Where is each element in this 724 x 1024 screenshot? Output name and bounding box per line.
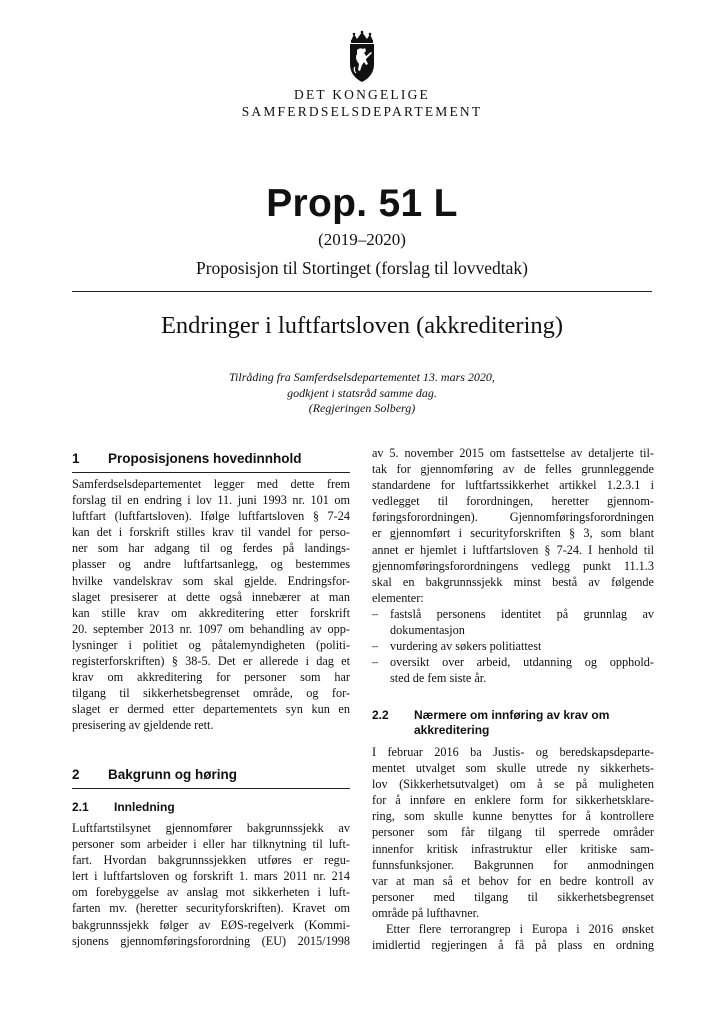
body-line: elementer: xyxy=(372,590,424,605)
body-line: skal en bakgrunnssjekk minst bestå av følgende xyxy=(372,574,654,589)
body-line: registerforskriften) § 38-5. Det er allerede i dag et xyxy=(72,654,350,669)
norwegian-coat-of-arms-icon xyxy=(335,30,389,84)
list-item xyxy=(372,638,654,654)
body-line: sjonens gjennomføringsforordning (EU) 2015/1998 xyxy=(72,933,350,948)
session-years: (2019–2020) xyxy=(318,230,406,249)
body-line: personer som arbeider i eller har tilknytning til luft- xyxy=(72,837,350,852)
section-2-1-continuation xyxy=(372,445,654,686)
body-line: annet er hjemlet i luftfartsloven § 7-24. I henhold til xyxy=(372,542,654,557)
body-line: imidlertid regjeringen å få på plass en ordning xyxy=(372,938,654,953)
body-line: I februar 2016 ba Justis- og beredskapsdeparte- xyxy=(372,745,654,759)
list-dash: – xyxy=(372,639,379,654)
body-line: kan det i forskrift stilles krav til vandel for perso- xyxy=(72,525,350,540)
subsection-title-line: akkreditering xyxy=(414,723,490,737)
body-line: område på lufthavner. xyxy=(372,905,480,920)
body-line: lov (Sikkerhetsutvalget) om å se på muligheten xyxy=(372,777,654,792)
proposition-subtitle: Proposisjon til Stortinget (forslag til lovvedtak) xyxy=(196,258,528,278)
body-line: Etter flere terrorangrep i Europa i 2016 ønsket xyxy=(386,922,654,937)
body-line: fart. Hvordan bakgrunnssjekken utføres er regu- xyxy=(72,853,350,868)
body-line: personer med tilgang til sikkerhetsbegrenset xyxy=(372,889,654,904)
section-rule xyxy=(72,472,350,473)
list-dash: – xyxy=(372,606,379,621)
list-item xyxy=(372,606,654,638)
body-line: er gjennomført i securityforskriften § 3, som blant xyxy=(372,526,654,541)
section-1-body xyxy=(72,476,350,734)
body-line: lert i luftfartsloven og forskrift 1. mars 2011 nr. 214 xyxy=(72,869,350,884)
section-2-heading xyxy=(72,767,237,782)
list-line: oversikt over arbeid, utdanning og opphold- xyxy=(390,655,654,670)
subsection-2-1-body xyxy=(72,820,350,949)
subsection-number: 2.1 xyxy=(72,800,89,814)
body-line: Luftfartstilsynet gjennomfører bakgrunnssjekk av xyxy=(72,821,350,835)
body-line: ring, som skulle kunne benyttes for å kontrollere xyxy=(372,809,654,824)
body-line: Samferdselsdepartementet legger med dette frem xyxy=(72,477,350,491)
subsection-number: 2.2 xyxy=(372,708,389,722)
body-line: for å innføre en enklere form for sikkerhetsklare- xyxy=(372,793,654,808)
subsection-title xyxy=(414,708,609,738)
body-line: kan stille krav om akkreditering etter forskrift xyxy=(72,605,350,620)
list-line: dokumentasjon xyxy=(390,623,465,638)
body-line: presisering av gjeldende rett. xyxy=(72,718,214,733)
list-line: vurdering av søkers politiattest xyxy=(390,639,542,654)
signoff-line: (Regjeringen Solberg) xyxy=(308,401,416,415)
list-line: sted de fem siste år. xyxy=(390,671,487,686)
body-line: av 5. november 2015 om fastsettelse av detaljerte til- xyxy=(372,446,654,460)
section-title: Bakgrunn og høring xyxy=(108,767,237,782)
body-line: om forebyggelse av anslag mot sikkerheten i luft- xyxy=(72,885,350,900)
body-line: funnsfunksjoner. Bakgrunnen for anmodningen xyxy=(372,857,654,872)
section-1-heading xyxy=(72,451,302,466)
list-item xyxy=(372,654,654,686)
body-line: ner som har adgang til og ferdes på landings- xyxy=(72,541,350,556)
body-line: plasser og andre luftfartsanlegg, og bestemmes xyxy=(72,557,350,572)
body-line: 20. september 2013 nr. 1097 om behandling av opp- xyxy=(72,621,350,636)
body-line: bakgrunnssjekk følger av EØS-regelverk (Kommi- xyxy=(72,917,350,932)
proposition-title: Prop. 51 L xyxy=(266,182,458,225)
body-line: standardene for luftfartssikkerhet artikkel 1.2.3.1 i xyxy=(372,478,654,493)
signoff-block xyxy=(0,370,724,417)
subsection-2-2-body xyxy=(372,744,654,953)
body-line: mentet utvalget som skulle utrede ny sikkerhets- xyxy=(372,761,654,776)
body-line: krav om akkreditering for personer som har xyxy=(72,670,350,685)
department-name-line2: SAMFERDSELSDEPARTEMENT xyxy=(241,104,483,119)
body-line: tilgang til sikkerhetsbegrenset område, og for- xyxy=(72,686,350,701)
subsection-2-2-heading xyxy=(372,708,609,738)
body-line: farten mv. (heretter securityforskriften). Kravet om xyxy=(72,901,350,916)
department-name-line1: DET KONGELIGE xyxy=(294,87,430,102)
section-number: 2 xyxy=(72,767,80,782)
body-line: gjennomføringsforordningens vedlegg punkt 11.1.3 xyxy=(372,558,654,573)
signoff-line: Tilråding fra Samferdselsdepartementet 13. mars 2020, xyxy=(229,370,495,384)
body-line: lysninger i politiet og påtalemyndigheten (politi- xyxy=(72,637,350,652)
section-title: Proposisjonens hovedinnhold xyxy=(108,451,302,466)
subsection-title-line: Nærmere om innføring av krav om xyxy=(414,708,610,722)
subsection-title: Innledning xyxy=(114,800,175,814)
main-title: Endringer i luftfartsloven (akkreditering) xyxy=(160,312,564,339)
section-number: 1 xyxy=(72,451,80,466)
list-line: fastslå personens identitet på grunnlag av xyxy=(390,606,654,621)
body-line: var at man så et behov for en bedre kontroll av xyxy=(372,873,654,888)
body-line: slaget presiserer at dette også innebærer at man xyxy=(72,589,350,604)
title-divider xyxy=(72,291,652,292)
body-line: personer som får tilgang til sperrede områder xyxy=(372,825,654,840)
list-dash: – xyxy=(372,655,379,670)
subsection-2-1-heading xyxy=(72,800,175,815)
body-line: tak for gjennomføring av de felles grunnleggende xyxy=(372,462,654,477)
signoff-line: godkjent i statsråd samme dag. xyxy=(287,385,437,400)
body-line: hvilke vandelskrav som skal gjelde. Endringsfor- xyxy=(72,573,350,588)
body-line: slaget er dermed etter departementets syn kun en xyxy=(72,702,350,717)
section-rule xyxy=(72,788,350,789)
body-line: forslag til en endring i lov 11. juni 1993 nr. 101 om xyxy=(72,493,350,508)
body-line: vedlegget til forordningen, heretter gjennom- xyxy=(372,494,654,509)
body-line: føringsforordningen). Gjennomføringsforordningen xyxy=(372,510,654,525)
body-line: innenfor kritisk infrastruktur eller kritiske sam- xyxy=(372,841,654,856)
body-line: luftfart (luftfartsloven). Ifølge luftfartsloven § 7-24 xyxy=(72,509,350,524)
